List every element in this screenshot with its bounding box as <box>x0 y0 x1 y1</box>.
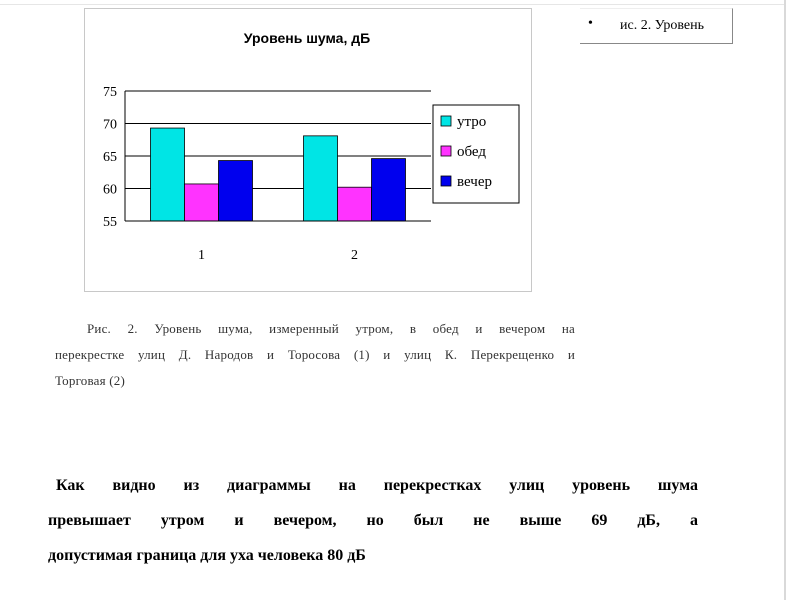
bar-утро-1 <box>151 128 185 221</box>
chart-canvas <box>85 9 531 291</box>
x-tick-label: 1 <box>198 248 205 263</box>
y-tick-label: 65 <box>103 150 117 165</box>
slide-top-line <box>0 4 786 5</box>
body-line-1: Как видно из диаграммы на перекрестках улиц уровень шума <box>56 477 698 494</box>
x-tick-label: 2 <box>351 248 358 263</box>
y-tick-label: 60 <box>103 182 117 198</box>
bullet-dot-icon: • <box>588 16 593 31</box>
chart-title: Уровень шума, дБ <box>243 30 371 46</box>
slide-right-border <box>784 0 786 600</box>
legend-swatch-обед <box>441 146 451 156</box>
bullet-text: ис. 2. Уровень <box>620 18 705 33</box>
bar-обед-2 <box>338 187 372 221</box>
bar-вечер-1 <box>219 161 253 221</box>
legend-label-вечер: вечер <box>457 174 492 190</box>
legend-swatch-вечер <box>441 176 451 186</box>
y-tick-label: 75 <box>103 85 117 100</box>
bar-обед-1 <box>185 184 219 221</box>
legend-swatch-утро <box>441 116 451 126</box>
conclusion-paragraph <box>48 468 698 573</box>
body-line-2: превышает утром и вечером, но был не выше 69 дБ, а <box>48 512 698 529</box>
legend-label-обед: обед <box>457 144 487 160</box>
caption-line-1: Рис. 2. Уровень шума, измеренный утром, в обед и вечером на <box>87 321 575 336</box>
chart-legend <box>433 105 519 203</box>
plot-bars <box>151 128 406 221</box>
bar-вечер-2 <box>372 159 406 221</box>
y-tick-label: 55 <box>103 215 117 230</box>
legend-label-утро: утро <box>457 114 487 130</box>
figure-caption <box>55 316 575 394</box>
bar-утро-2 <box>304 136 338 221</box>
y-tick-label: 70 <box>103 117 117 133</box>
body-line-3: допустимая граница для уха человека 80 дБ <box>48 547 366 564</box>
caption-line-3: Торговая (2) <box>55 373 125 388</box>
caption-line-2: перекрестке улиц Д. Народов и Торосова (1) и улиц К. Перекрещенко и <box>55 347 575 362</box>
noise-chart <box>84 8 532 292</box>
bullet-fragment <box>580 8 733 44</box>
